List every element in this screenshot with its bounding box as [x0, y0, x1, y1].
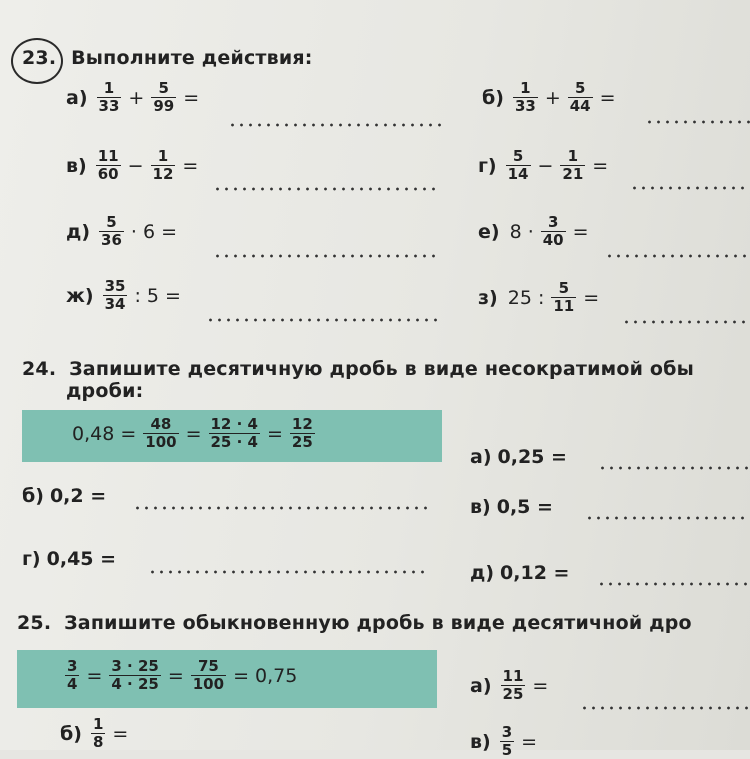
fraction	[209, 416, 260, 451]
fraction-denominator: 5	[501, 741, 513, 759]
fraction-numerator: 5	[574, 79, 586, 97]
item-label: а)	[66, 86, 88, 109]
answer-line-v[interactable]	[213, 187, 441, 191]
fraction-numerator: 1	[157, 147, 169, 165]
operator: 25 :	[507, 286, 545, 309]
item-label: в)	[470, 730, 491, 753]
ex23-item-d	[66, 214, 181, 249]
fraction-denominator: 4 · 25	[111, 675, 159, 693]
answer-line-d[interactable]	[213, 254, 441, 258]
operator: · 6 =	[130, 220, 178, 243]
fraction-numerator: 1	[92, 715, 104, 733]
fraction	[560, 148, 585, 183]
item-expression: 0,5 =	[496, 496, 553, 518]
fraction-numerator: 12 · 4	[210, 415, 258, 433]
answer-line-b[interactable]	[645, 120, 750, 124]
ex23-item-b	[482, 80, 620, 115]
operator: = 0,75	[233, 664, 298, 687]
ex23-item-z	[478, 280, 603, 315]
answer-line-24d[interactable]	[597, 582, 750, 586]
fraction-numerator: 3	[547, 213, 559, 231]
fraction-denominator: 12	[152, 165, 174, 183]
operator: =	[182, 154, 199, 177]
fraction	[568, 80, 593, 115]
fraction-numerator: 1	[520, 79, 531, 97]
fraction	[91, 716, 105, 751]
operator: =	[112, 722, 129, 745]
fraction-numerator: 3 · 25	[111, 657, 159, 675]
item-label: в)	[470, 496, 491, 518]
operator: : 5 =	[134, 284, 181, 307]
fraction-denominator: 21	[562, 165, 584, 183]
fraction-denominator: 25	[502, 685, 524, 703]
exercise-25-heading	[17, 612, 692, 634]
ex25-item-b	[60, 716, 132, 751]
answer-line-24a[interactable]	[598, 466, 750, 470]
answer-line-a[interactable]	[228, 123, 443, 127]
fraction-denominator: 4	[67, 675, 78, 693]
fraction	[65, 658, 79, 693]
fraction	[551, 280, 576, 315]
example-24	[68, 416, 318, 451]
item-label: б)	[60, 722, 82, 745]
item-label: д)	[470, 562, 495, 584]
ex23-item-v	[66, 148, 202, 183]
operator: −	[127, 154, 144, 177]
fraction	[290, 416, 315, 451]
fraction	[103, 278, 128, 313]
fraction-denominator: 33	[514, 97, 536, 115]
fraction-denominator: 60	[97, 165, 119, 183]
item-expression: 0,45 =	[46, 548, 117, 570]
operator: =	[592, 154, 609, 177]
operator: =	[583, 286, 600, 309]
fraction-numerator: 3	[501, 723, 513, 741]
fraction-denominator: 25 · 4	[210, 433, 258, 451]
ex23-item-e	[478, 214, 593, 249]
ex24-item-d	[470, 562, 569, 584]
fraction-denominator: 36	[101, 231, 122, 249]
item-label: а)	[470, 674, 492, 697]
operator: +	[544, 86, 561, 109]
exercise-25-number: 25.	[17, 612, 52, 634]
fraction	[500, 724, 514, 759]
fraction-numerator: 12	[291, 415, 313, 433]
fraction	[541, 214, 566, 249]
fraction	[96, 148, 121, 183]
fraction-numerator: 48	[150, 415, 172, 433]
fraction	[97, 80, 122, 115]
ex23-item-zh	[66, 278, 185, 313]
fraction-denominator: 33	[98, 97, 120, 115]
operator: +	[128, 86, 145, 109]
item-label: г)	[22, 548, 41, 570]
ex23-item-g	[478, 148, 612, 183]
ex24-item-a	[470, 446, 567, 468]
item-label: а)	[470, 446, 492, 468]
fraction-denominator: 8	[92, 733, 104, 751]
answer-line-g[interactable]	[630, 186, 750, 190]
operator: =	[599, 86, 616, 109]
exercise-23-heading	[22, 47, 313, 69]
fraction	[506, 148, 531, 183]
fraction-numerator: 11	[97, 147, 119, 165]
ex24-item-b	[22, 485, 106, 507]
fraction	[143, 416, 178, 451]
fraction	[191, 658, 226, 693]
fraction-numerator: 5	[106, 213, 117, 231]
fraction-numerator: 1	[567, 147, 579, 165]
fraction-denominator: 99	[153, 97, 175, 115]
fraction-denominator: 100	[145, 433, 177, 451]
fraction	[99, 214, 124, 249]
ex25-item-a	[470, 668, 552, 703]
fraction-numerator: 5	[558, 279, 570, 297]
item-expression: 0,25 =	[497, 446, 567, 468]
fraction-denominator: 34	[104, 295, 126, 313]
operator: 0,48 =	[72, 422, 137, 445]
fraction	[151, 148, 176, 183]
answer-line-25a[interactable]	[580, 706, 750, 710]
operator: =	[86, 664, 103, 687]
fraction-denominator: 14	[507, 165, 529, 183]
fraction	[109, 658, 160, 693]
operator: =	[532, 674, 549, 697]
fraction-numerator: 3	[67, 657, 78, 675]
fraction-denominator: 40	[542, 231, 564, 249]
answer-line-24b[interactable]	[133, 506, 431, 510]
example-25	[62, 658, 301, 693]
answer-line-zh[interactable]	[206, 318, 441, 322]
item-label: з)	[478, 286, 498, 309]
fraction-numerator: 5	[158, 79, 169, 97]
operator: =	[521, 730, 538, 753]
item-label: ж)	[66, 284, 94, 307]
fraction-numerator: 75	[197, 657, 219, 675]
fraction	[513, 80, 538, 115]
item-label: б)	[22, 485, 44, 507]
answer-line-24v[interactable]	[585, 516, 750, 520]
answer-line-e[interactable]	[605, 254, 750, 258]
item-label: е)	[478, 220, 500, 243]
fraction-numerator: 5	[512, 147, 524, 165]
exercise-23-number: 23.	[22, 47, 57, 69]
fraction-numerator: 1	[103, 79, 115, 97]
exercise-24-title: Запишите десятичную дробь в виде несократимой обы	[69, 358, 695, 380]
fraction	[151, 80, 176, 115]
fraction-denominator: 44	[569, 97, 591, 115]
answer-line-24g[interactable]	[148, 570, 430, 574]
operator: =	[266, 422, 283, 445]
ex23-item-a	[66, 80, 203, 115]
exercise-24-title-line2: дроби:	[66, 380, 144, 402]
exercise-23-title: Выполните действия:	[71, 47, 313, 69]
operator: 8 ·	[509, 220, 534, 243]
item-label: д)	[66, 220, 91, 243]
operator: =	[572, 220, 589, 243]
exercise-24-number: 24.	[22, 358, 57, 380]
answer-line-z[interactable]	[622, 320, 750, 324]
ex24-item-g	[22, 548, 116, 570]
fraction	[501, 668, 526, 703]
ex25-item-v	[470, 724, 541, 759]
exercise-24-heading	[22, 358, 694, 380]
fraction-denominator: 25	[291, 433, 313, 451]
operator: =	[167, 664, 184, 687]
item-expression: 0,12 =	[500, 562, 570, 584]
operator: −	[537, 154, 554, 177]
fraction-numerator: 35	[104, 277, 126, 295]
item-label: б)	[482, 86, 504, 109]
fraction-denominator: 11	[553, 297, 575, 315]
fraction-numerator: 11	[502, 667, 524, 685]
item-expression: 0,2 =	[49, 485, 107, 507]
operator: =	[183, 86, 200, 109]
item-label: г)	[478, 154, 497, 177]
fraction-denominator: 100	[192, 675, 225, 693]
exercise-25-title: Запишите обыкновенную дробь в виде десятичной дро	[64, 612, 692, 634]
operator: =	[185, 422, 202, 445]
item-label: в)	[66, 154, 87, 177]
ex24-item-v	[470, 496, 553, 518]
